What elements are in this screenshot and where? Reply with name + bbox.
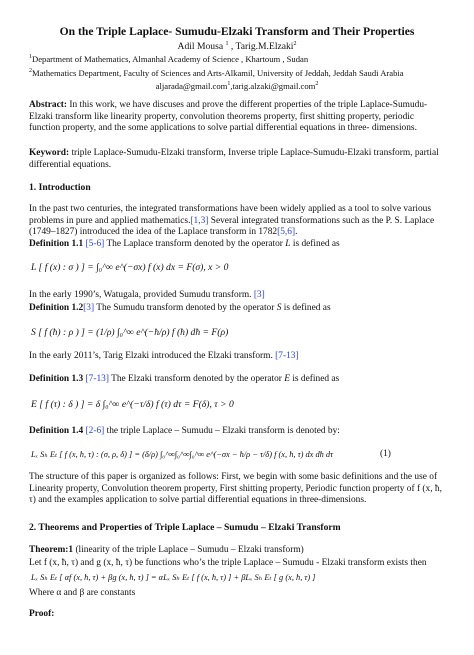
elzaki-intro-ref[interactable]: [7-13] — [272, 351, 299, 361]
email-1-sup: 1 — [227, 81, 231, 88]
elzaki-intro-text: In the early 2011’s, Tarig Elzaki introduced the Elzaki transform. — [29, 351, 273, 361]
intro-ref-2[interactable]: [5,6] — [277, 227, 296, 238]
definition-1-4-label: Definition 1.4 — [29, 426, 84, 436]
author-1: Adil Mousa — [177, 41, 224, 53]
definition-1-4-text: the triple Laplace – Sumudu – Elzaki transform is denoted by: — [104, 426, 340, 436]
intro-paragraph — [29, 204, 447, 239]
theorem-1-let: Let f (x, ħ, τ) and g (x, ħ, τ) be functions who’s the triple Laplace – Sumudu - Elzaki transform exists then — [29, 558, 427, 568]
definition-1-3-label: Definition 1.3 — [29, 374, 84, 384]
affiliation-1-sup: 1 — [29, 54, 32, 61]
definition-1-3-tail: is defined as — [289, 374, 340, 384]
sumudu-equation: S [ f (ħ) : ρ ) ] = (1/ρ) ∫₀^∞ e^(−ħ/ρ) f (ħ) dħ = F(ρ) — [31, 327, 229, 338]
section-1-heading: 1. Introduction — [29, 182, 91, 193]
sumudu-intro-text: In the early 1990’s, Watugala, provided Sumudu transform. — [29, 290, 252, 300]
sumudu-intro — [29, 290, 447, 302]
definition-1-1 — [29, 239, 447, 251]
elzaki-equation: E [ f (τ) : δ ) ] = δ ∫₀^∞ e^(−τ/δ) f (τ) dτ = F(δ), τ > 0 — [31, 399, 234, 410]
theorem-1-label: Theorem:1 — [29, 545, 74, 555]
sumudu-intro-ref[interactable]: [3] — [251, 290, 265, 300]
keyword-text: triple Laplace-Sumudu-Elzaki transform, Inverse triple Laplace-Sumudu-Elzaki transform, partial differential equations. — [29, 148, 439, 170]
email-2-sup: 2 — [315, 81, 319, 88]
linearity-equation: Lₓ Sₕ Eₜ [ αf (x, ħ, τ) + βg (x, ħ, τ) ] = αLₓ Sₕ Eₜ [ f (x, ħ, τ) ] + βLₓ Sₕ Eₜ [ g (x, ħ, τ) ] — [31, 573, 316, 582]
theorem-1 — [29, 545, 447, 557]
proof-label: Proof: — [29, 609, 55, 619]
definition-1-2 — [29, 303, 447, 315]
intro-ref-1[interactable]: [1,3] — [190, 215, 209, 226]
affiliation-2-sup: 2 — [29, 68, 32, 75]
email-line — [0, 81, 474, 91]
author-1-sup: 1 — [225, 41, 229, 47]
definition-1-1-operator: L — [285, 239, 291, 249]
definition-1-3-text: The Elzaki transform denoted by the operator — [108, 374, 285, 384]
affiliation-1-text: Department of Mathematics, Almanhal Academy of Science , Khartoum , Sudan — [32, 54, 309, 64]
intro-text-1: In the past two centuries, the integrated transformations have been widely applied as a tool to solve various problems in pure and applied mathematics. — [29, 204, 431, 226]
definition-1-2-ref[interactable]: [3] — [83, 303, 95, 313]
intro-text-2: Several integrated transformations such as the P. S. Laplace (1749–1827) introduced the idea of the Laplace transform in 1782 — [29, 215, 435, 238]
laplace-equation: L [ f (x) : σ ) ] = ∫₀^∞ e^(−σx) f (x) dx = F(σ), x > 0 — [31, 262, 229, 273]
definition-1-4-ref[interactable]: [2-6] — [83, 426, 105, 436]
abstract-text: In this work, we have discuses and prove the different properties of the triple Laplace-Sumudu-Elzaki transform like linearity property, convolution theorems property, first shitting property, periodic function property, and the some applications to solve partial differential equations in three- dimensions. — [29, 100, 428, 134]
where-constants: Where α and β are constants — [29, 588, 136, 598]
triple-transform-equation: Lₓ Sₕ Eₜ [ f (x, ħ, τ) : (σ, ρ, δ) ] = (δ/ρ) ∫₀^∞∫₀^∞∫₀^∞ e^(−σx − ħ/ρ − τ/δ) f (x, ħ, τ) dx dħ dτ — [31, 450, 334, 459]
definition-1-2-tail: is defined as — [281, 303, 331, 313]
abstract-label: Abstract: — [29, 100, 68, 110]
affiliation-1 — [29, 54, 308, 64]
author-2: , Tarig.M.Elzaki — [228, 41, 294, 53]
structure-paragraph: The structure of this paper is organized as follows: First, we begin with some basic definitions and the use of Linearity property, Convolution theorem property, First shitting property, Periodic function property of f (x, ħ, τ) and the examples application to solve partial differential equations in three-dimensions. — [29, 472, 442, 506]
keyword-label: Keyword: — [29, 148, 70, 158]
affiliation-2-text: Mathematics Department, Faculty of Sciences and Arts-Alkamil, University of Jeddah, Jeddah Saudi Arabia — [32, 68, 404, 78]
definition-1-3 — [29, 374, 447, 386]
keywords — [29, 148, 447, 171]
section-2-heading: 2. Theorems and Properties of Triple Laplace – Sumudu – Elzaki Transform — [29, 522, 341, 533]
definition-1-3-ref[interactable]: [7-13] — [83, 374, 109, 384]
equation-number-1: (1) — [380, 449, 391, 459]
definition-1-2-text: The Sumudu transform denoted by the operator — [94, 303, 277, 313]
theorem-1-text: (linearity of the triple Laplace – Sumudu – Elzaki transform) — [73, 545, 304, 555]
definition-1-1-tail: is defined as — [290, 239, 340, 249]
definition-1-4 — [29, 426, 447, 438]
definition-1-3-operator: E — [284, 374, 290, 384]
author-2-sup: 2 — [293, 41, 297, 47]
author-line — [0, 41, 474, 52]
affiliation-2 — [29, 68, 404, 78]
abstract — [29, 100, 447, 135]
email-2[interactable]: ,tarig.alzaki@gmail.com — [230, 81, 316, 91]
email-1[interactable]: aljarada@gmail.com — [155, 81, 228, 91]
intro-text-3: . — [295, 227, 298, 238]
elzaki-intro — [29, 351, 447, 363]
paper-title: On the Triple Laplace- Sumudu-Elzaki Transform and Their Properties — [59, 25, 415, 38]
definition-1-1-ref[interactable]: [5-6] — [83, 239, 105, 249]
definition-1-2-operator: S — [276, 303, 282, 313]
definition-1-1-text: The Laplace transform denoted by the operator — [104, 239, 286, 249]
definition-1-1-label: Definition 1.1 — [29, 239, 84, 249]
definition-1-2-label: Definition 1.2 — [29, 303, 84, 313]
